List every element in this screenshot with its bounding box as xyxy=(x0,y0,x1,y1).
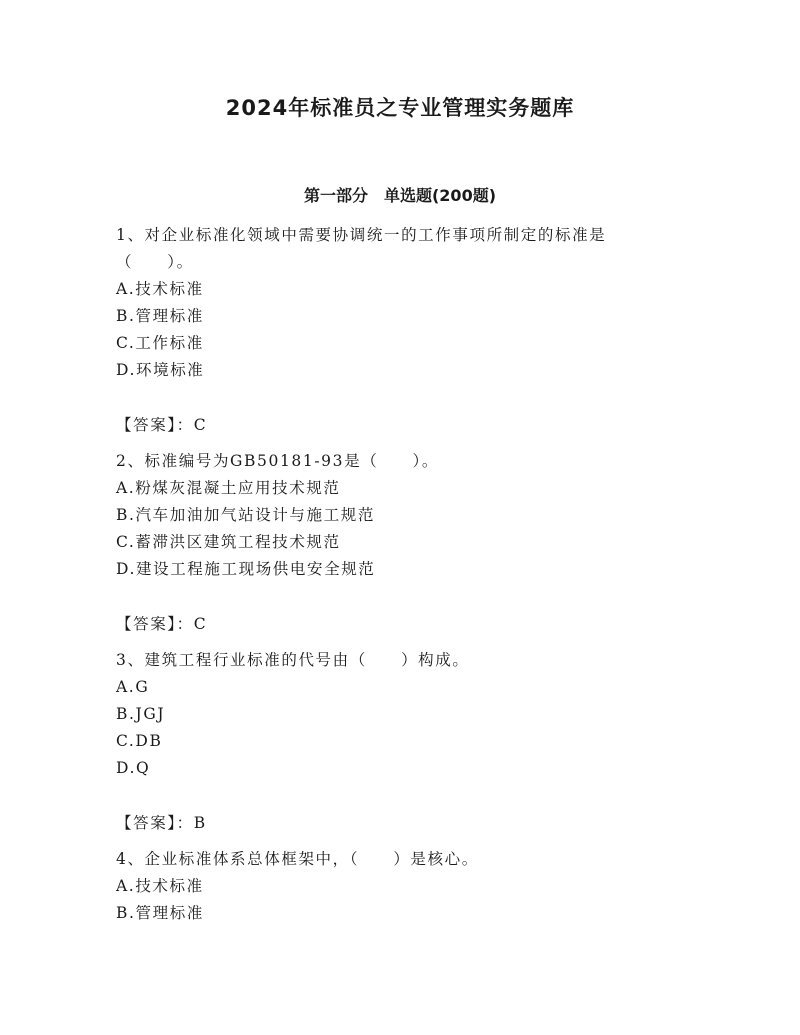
option-list xyxy=(116,674,676,782)
question-stem: 2、标准编号为GB50181-93是（ ）。 xyxy=(116,452,439,470)
option-d: D.环境标准 xyxy=(116,361,205,379)
option-list xyxy=(116,873,676,927)
question-stem: 3、建筑工程行业标准的代号由（ ）构成。 xyxy=(116,651,470,669)
option-a: A.G xyxy=(116,678,150,696)
option-d: D.建设工程施工现场供电安全规范 xyxy=(116,560,376,578)
question-stem: 1、对企业标准化领域中需要协调统一的工作事项所制定的标准是（ ）。 xyxy=(116,226,607,271)
question-stem: 4、企业标准体系总体框架中，（ ）是核心。 xyxy=(116,850,479,868)
answer-line: 【答案】：B xyxy=(116,814,207,832)
option-a: A.技术标准 xyxy=(116,280,204,298)
option-b: B.管理标准 xyxy=(116,904,204,922)
option-b: B.汽车加油加气站设计与施工规范 xyxy=(116,506,375,524)
option-list xyxy=(116,276,676,384)
section-title: 第一部分 单选题(200题) xyxy=(303,186,497,205)
answer-line: 【答案】：C xyxy=(116,416,208,434)
question-list xyxy=(116,222,676,927)
document-title: 2024年标准员之专业管理实务题库 xyxy=(225,96,575,120)
option-c: C.DB xyxy=(116,732,163,750)
option-c: C.蓄滞洪区建筑工程技术规范 xyxy=(116,533,341,551)
option-c: C.工作标准 xyxy=(116,334,204,352)
option-d: D.Q xyxy=(116,759,151,777)
question-2 xyxy=(116,448,676,638)
answer-line: 【答案】：C xyxy=(116,615,208,633)
question-4 xyxy=(116,846,676,927)
option-b: B.JGJ xyxy=(116,705,166,723)
question-1 xyxy=(116,222,676,439)
option-b: B.管理标准 xyxy=(116,307,204,325)
option-list xyxy=(116,475,676,583)
question-3 xyxy=(116,647,676,837)
option-a: A.粉煤灰混凝土应用技术规范 xyxy=(116,479,341,497)
option-a: A.技术标准 xyxy=(116,877,204,895)
